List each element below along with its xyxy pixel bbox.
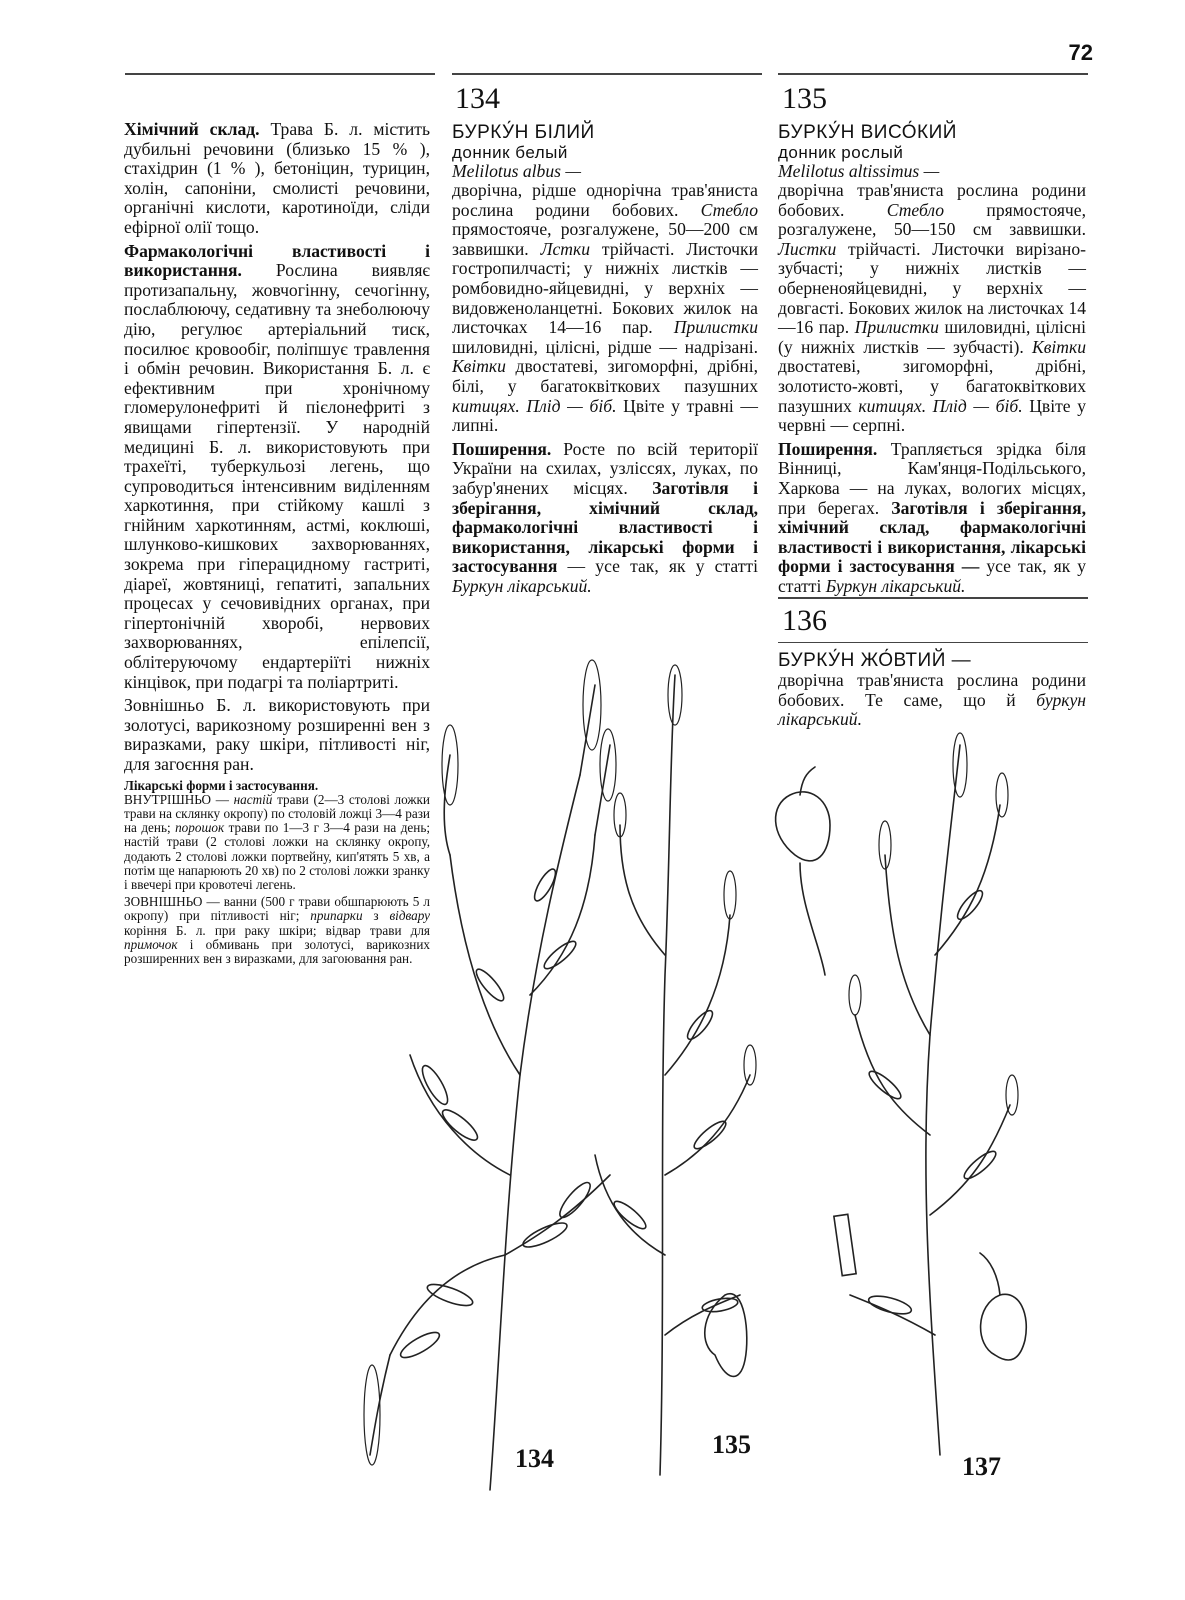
plant-135-drawing xyxy=(595,675,750,1475)
forms-heading: Лікарські форми і застосування. xyxy=(124,777,319,793)
e135-i5: китицях. Плід — біб. xyxy=(858,395,1023,416)
entry-134-number: 134 xyxy=(455,82,500,115)
entry-134-latin: Melilotus albus — xyxy=(452,161,582,181)
e135-i3: Прилистки xyxy=(854,317,939,338)
e136-text-italic: буркун лікарський. xyxy=(778,689,1087,730)
e135-spread-text: Трапляється зрідка біля Вінниці, Кам'янця-Подільського, Харкова — на луках, вологих місцях, при берегах. xyxy=(778,438,1086,518)
internal-label: ВНУТРІШНЬО — xyxy=(124,791,229,807)
page-number: 72 xyxy=(1068,40,1093,65)
figure-label-135: 135 xyxy=(712,1430,751,1459)
ext-text-4: і обмивань при золотусі, варикозних розширенних вен з виразками, для загоювання ран. xyxy=(124,936,430,967)
entry-135-latin: Melilotus altissimus — xyxy=(778,161,940,181)
ext-text-1: ванни (500 г трави обшпарюють 5 л окропу) при пітливості ніг; xyxy=(124,894,430,924)
ext-label: ЗОВНІШНЬО — xyxy=(124,894,220,910)
e134-spread-heading: Поширення. xyxy=(452,438,552,459)
pod-drawing xyxy=(776,767,830,975)
entry-134-spread xyxy=(452,440,758,597)
chem-heading: Хімічний склад. xyxy=(124,119,260,139)
seed-135-drawing xyxy=(705,1294,747,1377)
e135-i1: Стебло xyxy=(886,199,945,220)
entry-135 xyxy=(778,122,1086,600)
e134-bold-tail: Заготівля і зберігання, хімічний склад, фармакологічні властивості і використання, лікарські форми і застосування xyxy=(452,477,758,577)
e135-spread-heading: Поширення. xyxy=(778,438,878,459)
e135-t5: двостатеві, зигоморфні, дрібні, золотисто-жовті, у багатоквіткових пазушних xyxy=(778,356,1086,416)
e134-i1: Стебло xyxy=(700,199,758,220)
e135-t3: трійчасті. Листочки вирізано-зубчасті; у нижніх листків — оберненояйцевидні, у верхніх — довгасті. Бокових жилок на листочках 14—16 пар. xyxy=(778,238,1086,338)
rule-above-136 xyxy=(778,597,1088,599)
ext-lotions: примочок xyxy=(124,936,178,952)
e135-t2: прямостояче, розгалужене, 50—150 см заввишки. xyxy=(778,199,1086,240)
e135-i2: Листки xyxy=(778,238,837,259)
external-paragraph: Зовнішньо Б. л. використовують при золотусі, варикозному розширенні вен з виразками, раку шкіри, пітливості ніг, для загоєння ран. xyxy=(124,695,430,774)
entry-134-description xyxy=(452,181,758,436)
rule-below-136-number xyxy=(778,642,1088,643)
ext-poultice: припарки xyxy=(310,908,363,924)
entry-135-spread xyxy=(778,440,1086,597)
e135-bold-tail: Заготівля і зберігання, хімічний склад, фармакологічні властивості і використання, лікарські форми і застосування — xyxy=(778,497,1086,577)
e134-i2: Лстки xyxy=(540,238,591,259)
ext-text-3: коріння Б. л. при раку шкіри; відвар трави для xyxy=(124,922,430,938)
top-rule-col2 xyxy=(452,73,762,75)
ext-decoction: відвару xyxy=(389,908,431,924)
e134-t3: трійчасті. Листочки гостропилчасті; у нижніх листків — ромбовидно-яйцевидні, у верхніх — видовженоланцетні. Бокових жилок на листочках 14—16 пар. xyxy=(452,238,758,338)
chem-text: Трава Б. л. містить дубильні речовини (близько 15 % ), стахідрин (1 % ), бетоніцин, турицин, холін, сапоніни, смолисті речовини, органічні кислоти, каротиноїди, сліди ефірної олії тощо. xyxy=(124,119,430,237)
internal-infusion: настій xyxy=(233,791,273,807)
e134-i4: Квітки xyxy=(452,356,506,377)
e134-t1: дворічна, рідше однорічна трав'яниста рослина родини бобових. xyxy=(452,180,758,220)
entry-134-title: БУРКУ́Н БІЛИЙ xyxy=(452,122,595,143)
entry-136-title: БУРКУ́Н ЖО́ВТИЙ — xyxy=(778,650,972,671)
e136-text: дворічна трав'яниста рослина родини бобових. Те саме, що й xyxy=(778,670,1086,710)
e134-t2: прямостояче, розгалужене, 50—200 см заввишки. xyxy=(452,219,758,259)
e135-t1: дворічна трав'яниста рослина родини бобових. xyxy=(778,180,1086,220)
e134-i3: Прилистки xyxy=(673,317,758,338)
figure-label-134: 134 xyxy=(515,1444,554,1473)
plant-illustration xyxy=(330,655,1100,1515)
entry-135-russian: донник рослый xyxy=(778,143,904,162)
internal-text-2: трави по 1—3 г 3—4 рази на день; настій трави (2 столові ложки на склянку окропу, додають 2 столові ложки портвейну, кип'ятять 5 хв, а потім ще напарюють 20 хв) по 2 столові ложки зранку і ввечері при кровотечі легень. xyxy=(124,820,431,893)
e135-tail: усе так, як у статті xyxy=(778,556,1087,596)
entry-134-russian: донник белый xyxy=(452,143,568,162)
e135-i4: Квітки xyxy=(1032,336,1086,357)
pod-137-drawing xyxy=(980,1253,1026,1360)
pharm-text: Рослина виявляє протизапальну, жовчогінну, сечогінну, послаблюючу, седативну та знеболюючу дію, регулює артеріальний тиск, посилює кровообіг, поліпшує травлення і обмін речовин. Використання Б. л. є ефективним при хронічному гломерулонефриті й пієлонефриті з явищами гіпертензії. У народній медицині Б. л. використовують при трахеїті, туберкульозі легень, що супроводиться інтенсивним виділенням харкотиння, при стійкому кашлі з гнійним харкотинням, астмі, коклюші, шлунково-кишкових захворюваннях, зокрема при гіперацидному гастриті, діареї, жовтяниці, гепатиті, запальних процесах у сечовивідних органах, при гіпертонічній хворобі, нервових захворюваннях, епілепсії, облітеруючому ендартеріїті нижніх кінцівок, при подагрі та поліартриті. xyxy=(124,260,430,692)
e134-tail: — усе так, як у статті xyxy=(567,556,758,577)
e135-tail-italic: Буркун лікарський. xyxy=(825,575,966,596)
entry-135-number: 135 xyxy=(782,82,827,115)
entry-136-number: 136 xyxy=(782,604,827,637)
e134-t4: шиловидні, цілісні, рідше — надрізані. xyxy=(452,336,758,357)
e134-t5: двостатеві, зигоморфні, дрібні, білі, у багатоквіткових пазушних xyxy=(452,356,758,396)
top-rule-col1 xyxy=(125,73,435,75)
e134-tail-italic: Буркун лікарський. xyxy=(452,575,592,596)
pharm-heading: Фармакологічні властивості і використання. xyxy=(124,240,430,281)
e135-t6: Цвіте у червні — серпні. xyxy=(778,395,1086,436)
entry-135-title: БУРКУ́Н ВИСО́КИЙ xyxy=(778,122,957,143)
plant-134-drawing xyxy=(370,685,610,1490)
plant-137-drawing xyxy=(834,745,1010,1455)
internal-powder: порошок xyxy=(175,820,225,836)
figure-label-137: 137 xyxy=(962,1452,1001,1481)
ext-text-2: з xyxy=(373,908,379,924)
internal-text-1: трави (2—3 столові ложки трави на склянку окропу) по столовій ложці 3—4 рази на день; xyxy=(124,791,430,836)
pharm-paragraph xyxy=(124,242,430,693)
entry-135-description xyxy=(778,181,1086,436)
entry-134 xyxy=(452,122,758,600)
e134-t6: Цвіте у травні — липні. xyxy=(452,395,758,436)
e135-t4: шиловидні, цілісні (у нижніх листків — зубчасті). xyxy=(778,317,1086,357)
e134-i5: китицях. Плід — біб. xyxy=(452,395,617,416)
top-rule-col3 xyxy=(778,73,1088,75)
chem-paragraph xyxy=(124,120,430,238)
e134-spread-text: Росте по всій території України на схилах, узліссях, луках, по забур'янених місцях. xyxy=(452,438,758,498)
